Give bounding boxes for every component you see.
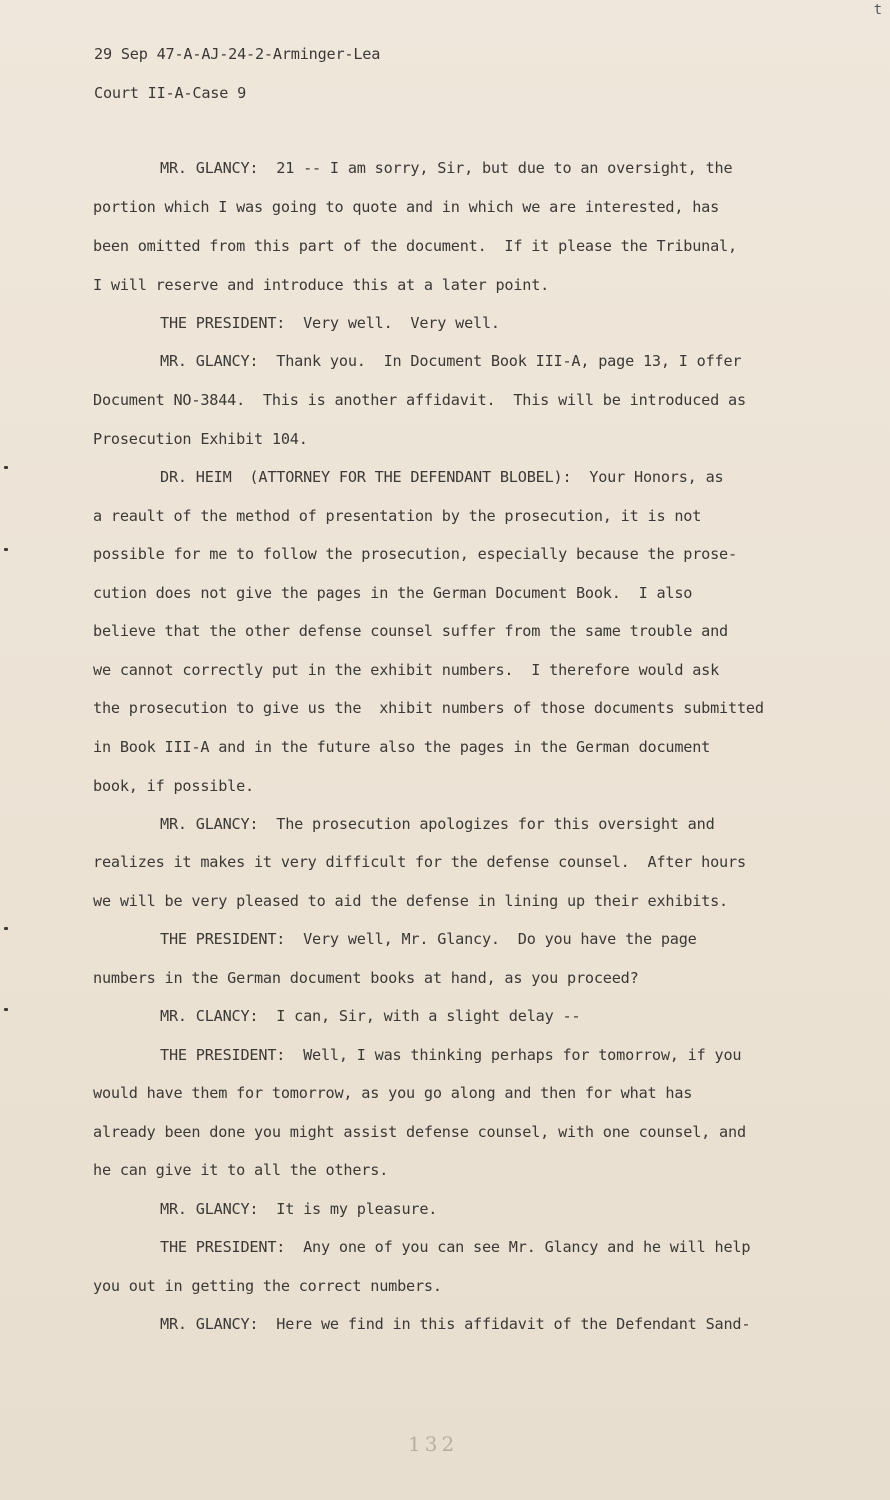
corner-mark: t: [873, 2, 882, 18]
body-line: already been done you might assist defense counsel, with one counsel, and: [93, 1123, 746, 1141]
header-line-2: Court II-A-Case 9: [94, 84, 247, 102]
margin-punch-mark: [4, 1008, 8, 1011]
body-line: realizes it makes it very difficult for the defense counsel. After hours: [93, 853, 746, 871]
body-line: Prosecution Exhibit 104.: [93, 430, 308, 448]
body-line: MR. GLANCY: Here we find in this affidavit of the Defendant Sand-: [160, 1315, 751, 1333]
body-line: DR. HEIM (ATTORNEY FOR THE DEFENDANT BLOBEL): Your Honors, as: [160, 468, 724, 486]
body-line: we cannot correctly put in the exhibit numbers. I therefore would ask: [93, 661, 720, 679]
body-line: believe that the other defense counsel suffer from the same trouble and: [93, 622, 728, 640]
body-line: numbers in the German document books at hand, as you proceed?: [93, 969, 639, 987]
header-line-1: 29 Sep 47-A-AJ-24-2-Arminger-Lea: [94, 45, 381, 63]
body-line: MR. GLANCY: It is my pleasure.: [160, 1200, 438, 1218]
body-line: the prosecution to give us the xhibit numbers of those documents submitted: [93, 699, 764, 717]
body-line: MR. GLANCY: Thank you. In Document Book III-A, page 13, I offer: [160, 352, 742, 370]
body-line: possible for me to follow the prosecution, especially because the prose-: [93, 545, 737, 563]
body-line: he can give it to all the others.: [93, 1161, 389, 1179]
body-line: I will reserve and introduce this at a later point.: [93, 276, 550, 294]
margin-punch-mark: [4, 927, 8, 930]
margin-punch-mark: [4, 548, 8, 551]
page-number: 132: [408, 1432, 459, 1456]
body-line: book, if possible.: [93, 777, 254, 795]
body-line: cution does not give the pages in the German Document Book. I also: [93, 584, 693, 602]
body-line: you out in getting the correct numbers.: [93, 1277, 442, 1295]
body-line: Document NO-3844. This is another affidavit. This will be introduced as: [93, 391, 746, 409]
body-line: MR. GLANCY: The prosecution apologizes for this oversight and: [160, 815, 715, 833]
body-line: we will be very pleased to aid the defense in lining up their exhibits.: [93, 892, 728, 910]
body-line: THE PRESIDENT: Any one of you can see Mr. Glancy and he will help: [160, 1238, 751, 1256]
margin-punch-mark: [4, 466, 8, 469]
body-line: MR. CLANCY: I can, Sir, with a slight delay --: [160, 1007, 581, 1025]
body-line: MR. GLANCY: 21 -- I am sorry, Sir, but due to an oversight, the: [160, 159, 733, 177]
body-line: THE PRESIDENT: Very well. Very well.: [160, 314, 500, 332]
body-line: portion which I was going to quote and in which we are interested, has: [93, 198, 720, 216]
body-line: been omitted from this part of the document. If it please the Tribunal,: [93, 237, 737, 255]
body-line: THE PRESIDENT: Very well, Mr. Glancy. Do you have the page: [160, 930, 697, 948]
body-line: would have them for tomorrow, as you go along and then for what has: [93, 1084, 693, 1102]
body-line: in Book III-A and in the future also the pages in the German document: [93, 738, 711, 756]
body-line: THE PRESIDENT: Well, I was thinking perhaps for tomorrow, if you: [160, 1046, 742, 1064]
body-line: a reault of the method of presentation by the prosecution, it is not: [93, 507, 702, 525]
